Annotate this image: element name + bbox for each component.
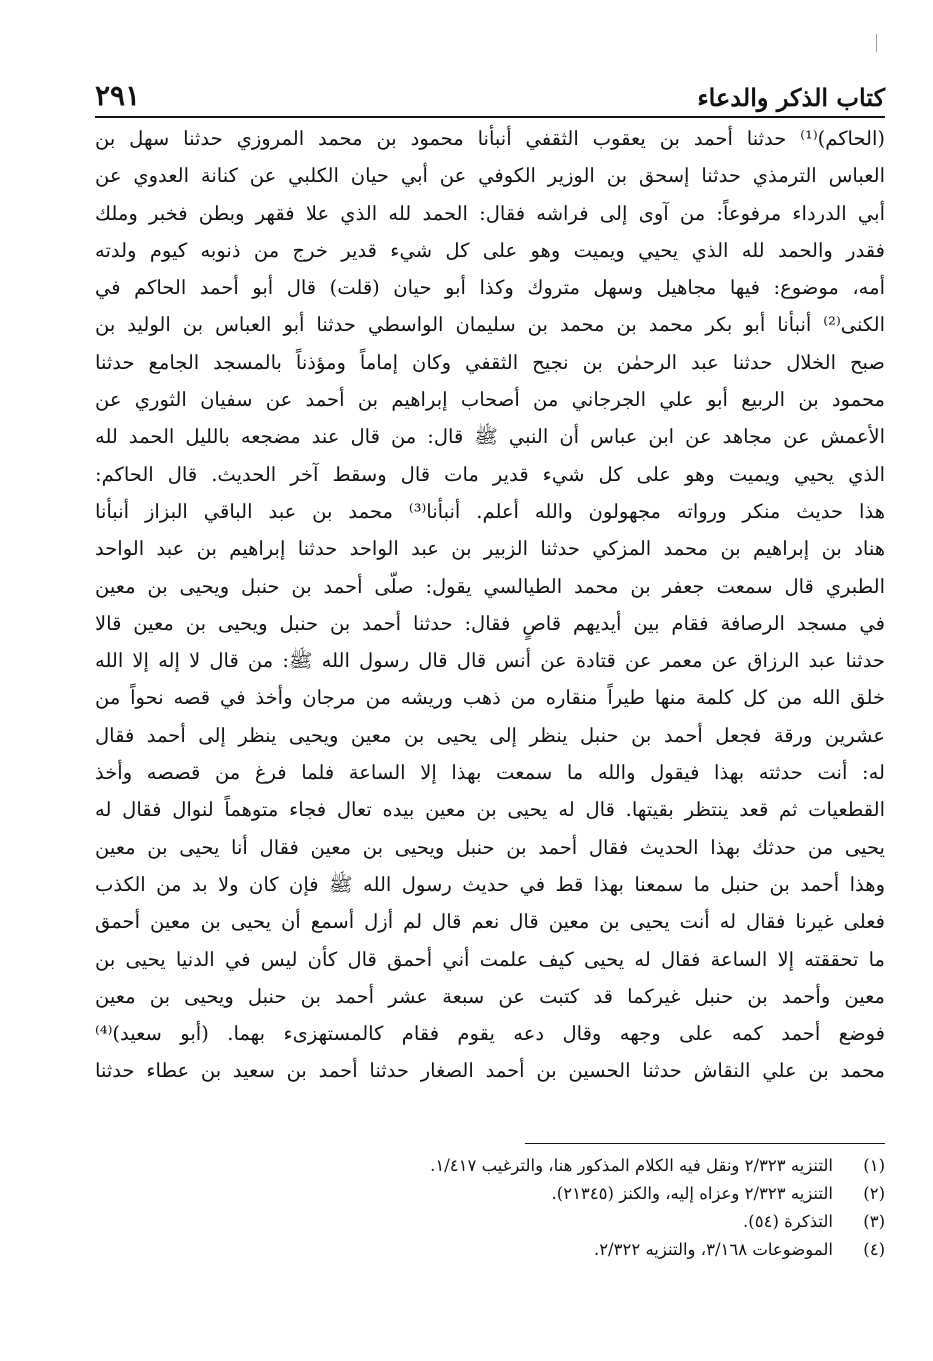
main-text [95, 120, 885, 1090]
text-line: يحيى من حدثك بهذا الحديث فقال أحمد بن حنبل ويحيى بن معين فقال أنا يحيى بن معين [95, 835, 885, 859]
text-line: العباس الترمذي حدثنا إسحق بن الوزير الكوفي عن أبي حيان الكلبي عن كنانة العدوي عن [95, 164, 885, 188]
footnote-text: التنزيه ٢/٣٢٣ وعزاه إليه، والكنز (٢١٣٤٥). [551, 1184, 833, 1203]
scan-artifact [876, 34, 877, 52]
text-line: الكنى⁽²⁾ أنبأنا أبو بكر محمد بن محمد بن سليمان الواسطي حدثنا أبو العباس بن الوليد بن [95, 313, 885, 337]
footnote-text: التذكرة (٥٤). [743, 1212, 833, 1231]
text-line: حدثنا عبد الرزاق عن معمر عن قتادة عن أنس قال قال رسول الله ﷺ: من قال لا إله إلا الله [95, 649, 885, 673]
text-line: القطعيات ثم قعد ينتظر بقيتها. قال له يحيى بن معين بيده تعال فجاء متوهماً لنوال فقال له [95, 798, 885, 822]
page-header [95, 70, 885, 118]
footnote-divider [525, 1143, 885, 1144]
text-line: معين وأحمد بن حنبل غيركما قد كتبت عن سبعة عشر أحمد بن حنبل ويحيى بن معين [95, 984, 885, 1008]
footnote [95, 1236, 885, 1264]
text-line: الأعمش عن مجاهد عن ابن عباس أن النبي ﷺ قال: من قال عند مضجعه بالليل الحمد لله [95, 425, 885, 449]
text-line: فقدر والحمد لله الذي يحيي ويميت وهو على كل شيء قدير خرج من ذنوبه كيوم ولدته [95, 238, 885, 262]
text-line: خلق الله من كل كلمة منها طيراً منقاره من ذهب وريشه من مرجان وأخذ في قصه نحواً من [95, 686, 885, 710]
text-line: أمه، موضوع: فيها مجاهيل وسهل متروك وكذا أبو حيان (قلت) قال أبو أحمد الحاكم في [95, 276, 885, 300]
chapter-title: كتاب الذكر والدعاء [697, 83, 885, 112]
footnote [95, 1152, 885, 1180]
text-line: ما تحققته إلا الساعة فقال له يحيى كيف علمت أني أحمق قال كأن ليس في الدنيا يحيى بن [95, 947, 885, 971]
text-line: فوضع أحمد كمه على وجهه وقال دعه يقوم فقام كالمستهزىء بهما. (أبو سعيد)⁽⁴⁾ [95, 1022, 885, 1046]
footnote [95, 1180, 885, 1208]
footnote-number: (١) [863, 1156, 885, 1175]
text-line: الذي يحيي ويميت وهو على كل شيء قدير مات قال وسقط آخر الحديث. قال الحاكم: [95, 462, 885, 486]
text-line: الطبري قال سمعت جعفر بن محمد الطيالسي يقول: صلّى أحمد بن حنبل ويحيى بن معين [95, 574, 885, 598]
text-line: عشرين ورقة فجعل أحمد بن حنبل ينظر إلى يحيى بن معين ويحيى ينظر إلى أحمد فقال [95, 723, 885, 747]
footnote-text: التنزيه ٢/٣٢٣ ونقل فيه الكلام المذكور هنا، والترغيب ١/٤١٧. [430, 1156, 833, 1175]
page-number: ٢٩١ [95, 79, 141, 112]
footnote-text: الموضوعات ٣/١٦٨، والتنزيه ٢/٣٢٢. [593, 1240, 833, 1259]
footnote [95, 1208, 885, 1236]
text-line: صبح الخلال حدثنا عبد الرحمٰن بن نجيح الثقفي وكان إماماً ومؤذناً بالمسجد الجامع حدثنا [95, 350, 885, 374]
footnotes [95, 1152, 885, 1264]
text-line: محمد بن علي النقاش حدثنا الحسين بن أحمد الصغار حدثنا أحمد بن سعيد بن عطاء حدثنا [95, 1059, 885, 1083]
text-line: هذا حديث منكر ورواته مجهولون والله أعلم. أنبأنا⁽³⁾ محمد بن عبد الباقي البزاز أنبأنا [95, 499, 885, 523]
footnote-number: (٣) [863, 1212, 885, 1231]
text-line: (الحاكم)⁽¹⁾ حدثنا أحمد بن يعقوب الثقفي أنبأنا محمود بن محمد المروزي حدثنا سهل بن [95, 127, 885, 150]
text-line: وهذا أحمد بن حنبل ما سمعنا بهذا قط في حديث رسول الله ﷺ فإن كان ولا بد من الكذب [95, 872, 885, 896]
footnote-number: (٤) [863, 1240, 885, 1259]
footnote-number: (٢) [863, 1184, 885, 1203]
text-line: له: أنت حدثته بهذا فيقول والله ما سمعت بهذا إلا الساعة فلما فرغ من قصصه وأخذ [95, 761, 885, 785]
text-line: هناد بن إبراهيم بن محمد المزكي حدثنا الزبير بن عبد الواحد حدثنا إبراهيم بن عبد الواحد [95, 537, 885, 561]
text-line: فعلى غيرنا فقال له أنت يحيى بن معين قال نعم قال لم أزل أسمع أن يحيى بن معين أحمق [95, 910, 885, 934]
text-line: في مسجد الرصافة فقام بين أيديهم قاصٍ فقال: حدثنا أحمد بن حنبل ويحيى بن معين قالا [95, 611, 885, 635]
text-line: محمود بن الربيع أبو علي الجرجاني من أصحاب إبراهيم بن أحمد عن سفيان الثوري عن [95, 388, 885, 412]
text-line: أبي الدرداء مرفوعاً: من آوى إلى فراشه فقال: الحمد لله الذي علا فقهر وبطن فخبر وملك [95, 201, 885, 225]
